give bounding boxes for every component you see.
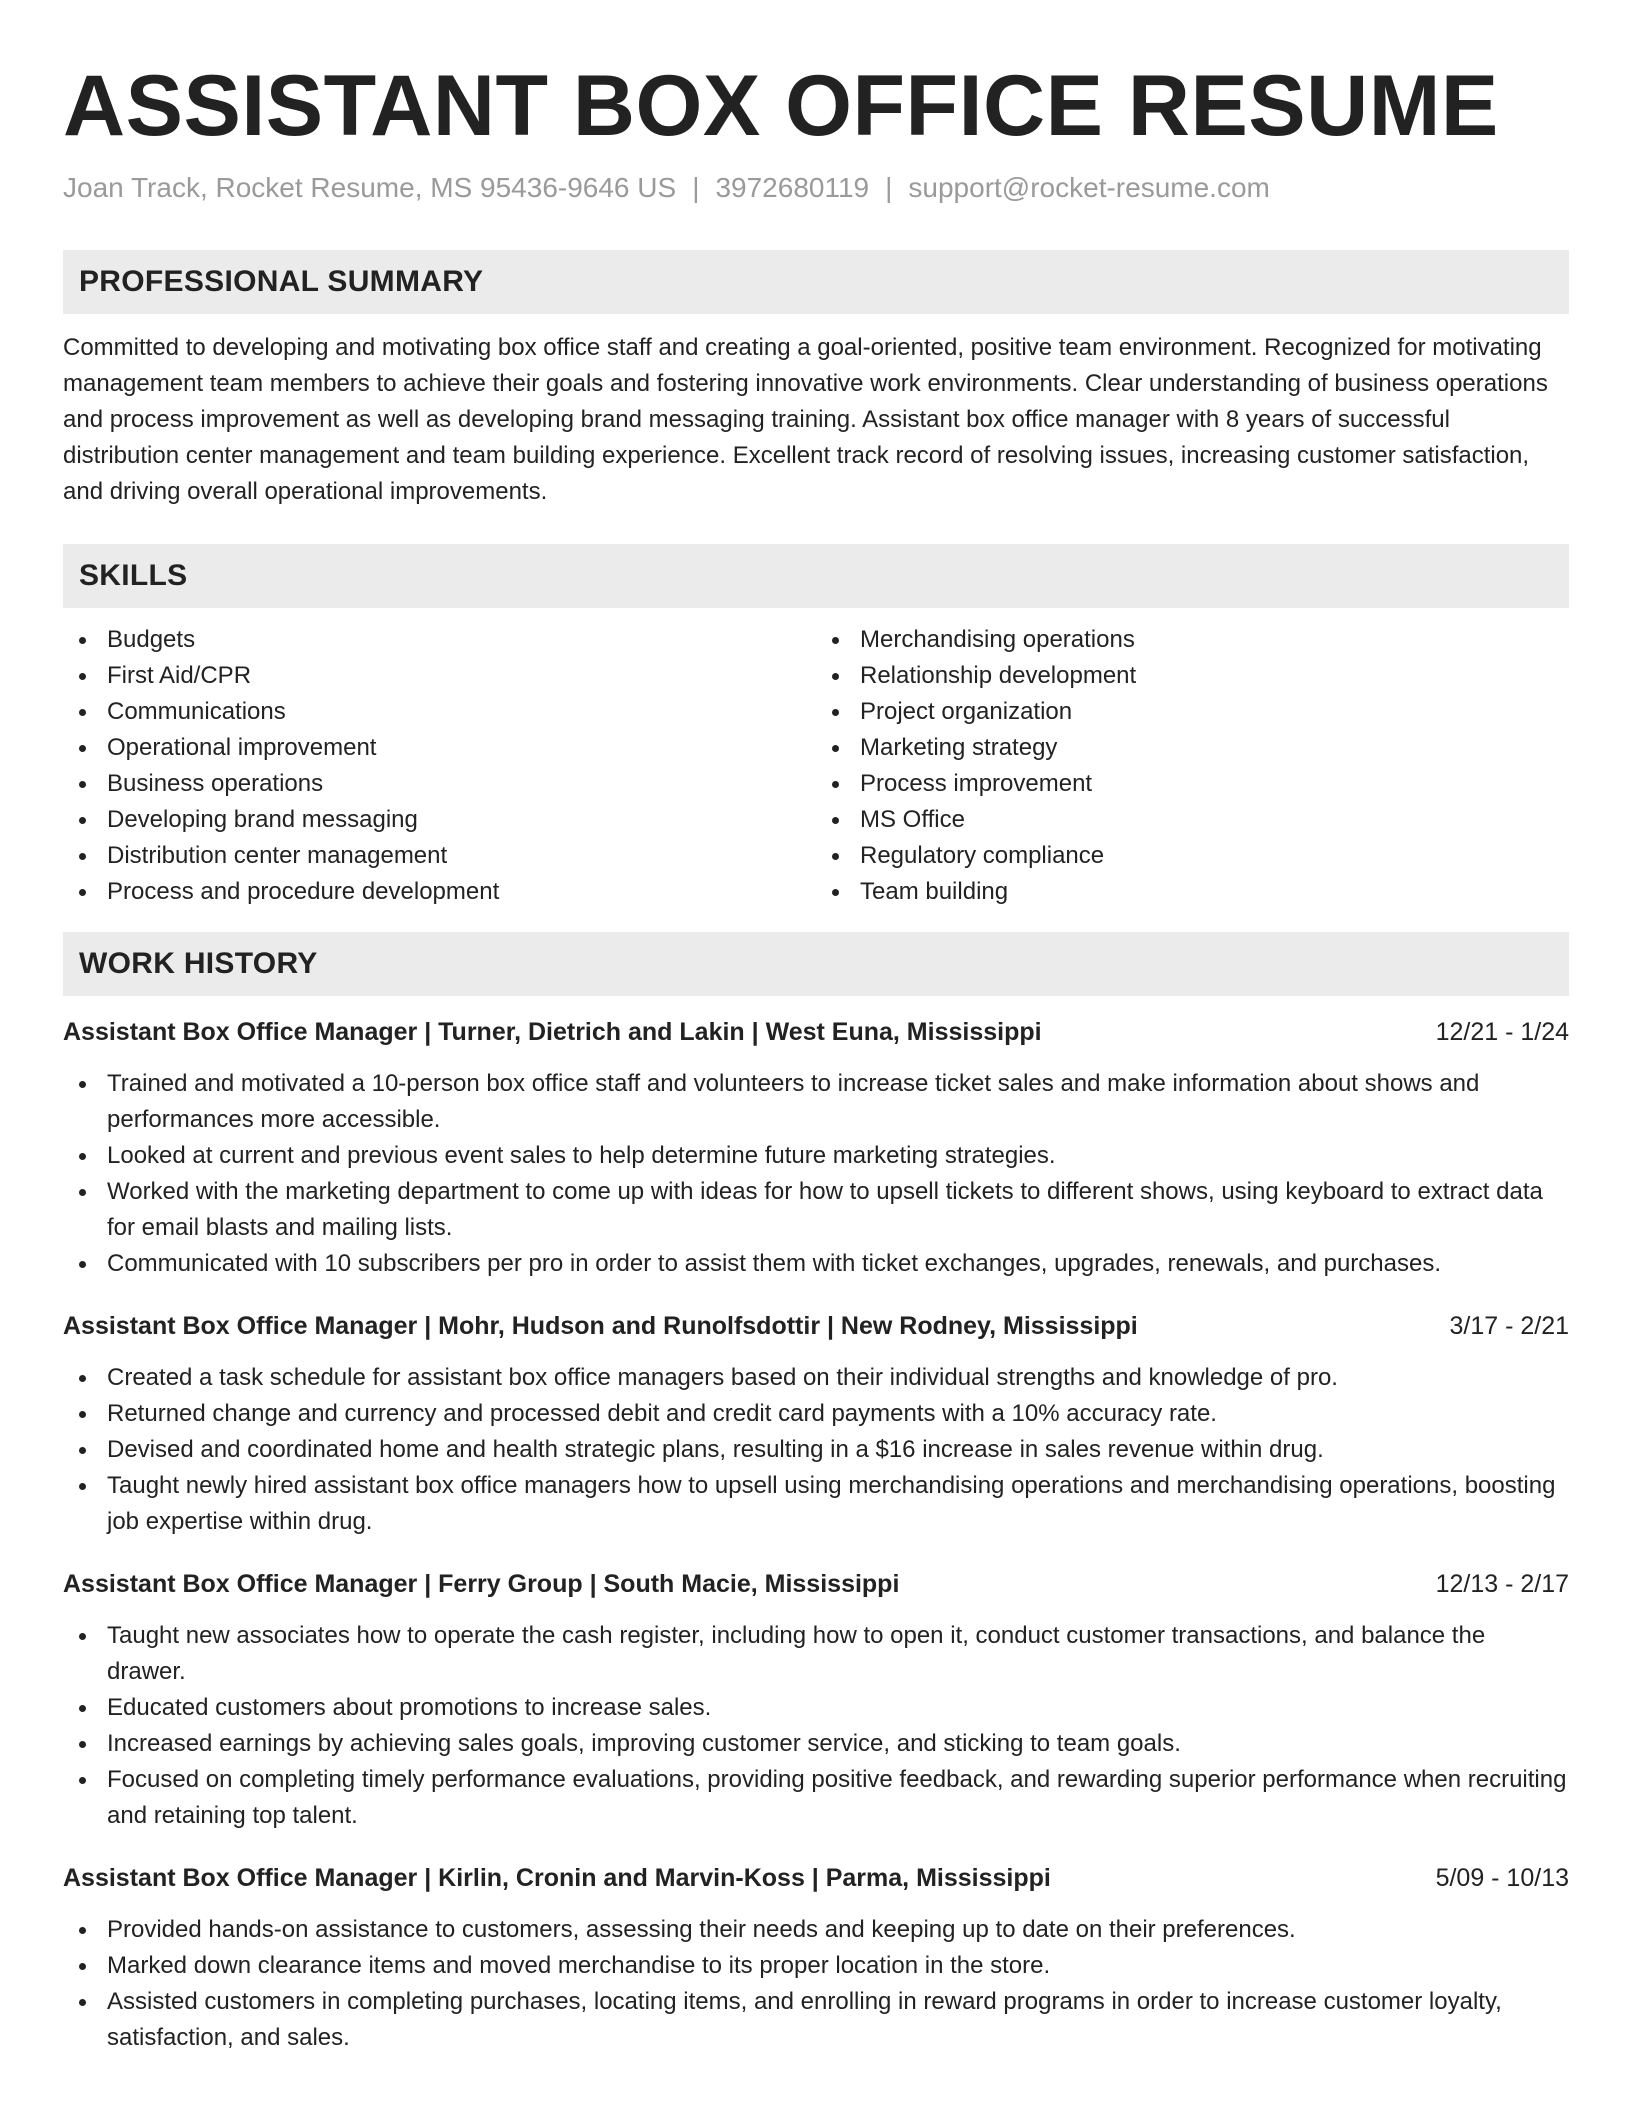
job-header: [63, 1860, 1569, 1896]
job-entry: [63, 1308, 1569, 1540]
resume-title: ASSISTANT BOX OFFICE RESUME: [63, 58, 1499, 154]
summary-heading: PROFESSIONAL SUMMARY: [79, 265, 484, 298]
skill-item: Distribution center management: [63, 838, 816, 874]
job-entry: [63, 1014, 1569, 1282]
job-bullet: Marked down clearance items and moved merchandise to its proper location in the store.: [63, 1948, 1569, 1984]
job-header: [63, 1308, 1569, 1344]
work-section-header: [63, 932, 1569, 996]
work-heading: WORK HISTORY: [79, 947, 318, 980]
skill-item: Process improvement: [816, 766, 1569, 802]
skill-item: Team building: [816, 874, 1569, 910]
skill-item: Process and procedure development: [63, 874, 816, 910]
contact-separator: |: [885, 172, 893, 203]
job-bullet: Returned change and currency and processed debit and credit card payments with a 10% accuracy rate.: [63, 1396, 1569, 1432]
skill-item: Marketing strategy: [816, 730, 1569, 766]
skill-item: First Aid/CPR: [63, 658, 816, 694]
job-dates: 12/13 - 2/17: [1435, 1570, 1569, 1598]
job-title: Assistant Box Office Manager | Kirlin, Cronin and Marvin-Koss | Parma, Mississippi: [63, 1864, 1051, 1892]
job-entry: [63, 1860, 1569, 2056]
summary-text: Committed to developing and motivating box office staff and creating a goal-oriented, positive team environment. Recognized for motivating management team members to achieve their goals and fostering innovative work environments. Clear understanding of business operations and process improvement as well as developing brand messaging training. Assistant box office manager with 8 years of successful distribution center management and team building experience. Excellent track record of resolving issues, increasing customer satisfaction, and driving overall operational improvements.: [63, 334, 1548, 505]
job-dates: 3/17 - 2/21: [1449, 1312, 1569, 1340]
contact-separator: |: [692, 172, 700, 203]
contact-email: support@rocket-resume.com: [908, 172, 1270, 203]
skills-list: [63, 622, 1569, 910]
skill-item: Budgets: [63, 622, 816, 658]
skill-item: Communications: [63, 694, 816, 730]
skill-item: MS Office: [816, 802, 1569, 838]
skills-heading: SKILLS: [79, 559, 188, 592]
skill-item: Relationship development: [816, 658, 1569, 694]
job-bullet: Focused on completing timely performance evaluations, providing positive feedback, and rewarding superior performance when recruiting and retaining top talent.: [63, 1762, 1569, 1834]
job-bullet: Trained and motivated a 10-person box office staff and volunteers to increase ticket sales and make information about shows and performances more accessible.: [63, 1066, 1569, 1138]
contact-phone: 3972680119: [715, 172, 870, 203]
contact-address: Joan Track, Rocket Resume, MS 95436-9646 US: [63, 172, 677, 203]
job-header: [63, 1566, 1569, 1602]
job-bullet: Taught newly hired assistant box office managers how to upsell using merchandising operations and merchandising operations, boosting job expertise within drug.: [63, 1468, 1569, 1540]
job-title: Assistant Box Office Manager | Turner, Dietrich and Lakin | West Euna, Mississippi: [63, 1018, 1042, 1046]
job-bullets: [63, 1912, 1569, 2056]
job-bullet: Educated customers about promotions to increase sales.: [63, 1690, 1569, 1726]
skill-item: Developing brand messaging: [63, 802, 816, 838]
job-entry: [63, 1566, 1569, 1834]
job-bullet: Assisted customers in completing purchases, locating items, and enrolling in reward programs in order to increase customer loyalty, satisfaction, and sales.: [63, 1984, 1569, 2056]
job-header: [63, 1014, 1569, 1050]
skill-item: Operational improvement: [63, 730, 816, 766]
job-bullet: Worked with the marketing department to come up with ideas for how to upsell tickets to different shows, using keyboard to extract data for email blasts and mailing lists.: [63, 1174, 1569, 1246]
job-bullet: Taught new associates how to operate the cash register, including how to open it, conduct customer transactions, and balance the drawer.: [63, 1618, 1569, 1690]
skills-column-left: [63, 622, 816, 910]
skill-item: Project organization: [816, 694, 1569, 730]
skill-item: Regulatory compliance: [816, 838, 1569, 874]
job-bullets: [63, 1360, 1569, 1540]
skills-section-header: [63, 544, 1569, 608]
skills-column-right: [816, 622, 1569, 910]
summary-section-header: [63, 250, 1569, 314]
job-bullet: Communicated with 10 subscribers per pro in order to assist them with ticket exchanges, upgrades, renewals, and purchases.: [63, 1246, 1569, 1282]
job-bullet: Looked at current and previous event sales to help determine future marketing strategies.: [63, 1138, 1569, 1174]
job-title: Assistant Box Office Manager | Mohr, Hudson and Runolfsdottir | New Rodney, Mississippi: [63, 1312, 1138, 1340]
skill-item: Merchandising operations: [816, 622, 1569, 658]
job-dates: 5/09 - 10/13: [1435, 1864, 1569, 1892]
job-bullet: Provided hands-on assistance to customers, assessing their needs and keeping up to date on their preferences.: [63, 1912, 1569, 1948]
job-dates: 12/21 - 1/24: [1435, 1018, 1569, 1046]
job-bullet: Increased earnings by achieving sales goals, improving customer service, and sticking to team goals.: [63, 1726, 1569, 1762]
job-title: Assistant Box Office Manager | Ferry Group | South Macie, Mississippi: [63, 1570, 900, 1598]
job-bullets: [63, 1618, 1569, 1834]
contact-line: [63, 170, 1569, 206]
skill-item: Business operations: [63, 766, 816, 802]
job-bullets: [63, 1066, 1569, 1282]
job-bullet: Devised and coordinated home and health strategic plans, resulting in a $16 increase in sales revenue within drug.: [63, 1432, 1569, 1468]
job-bullet: Created a task schedule for assistant box office managers based on their individual strengths and knowledge of pro.: [63, 1360, 1569, 1396]
